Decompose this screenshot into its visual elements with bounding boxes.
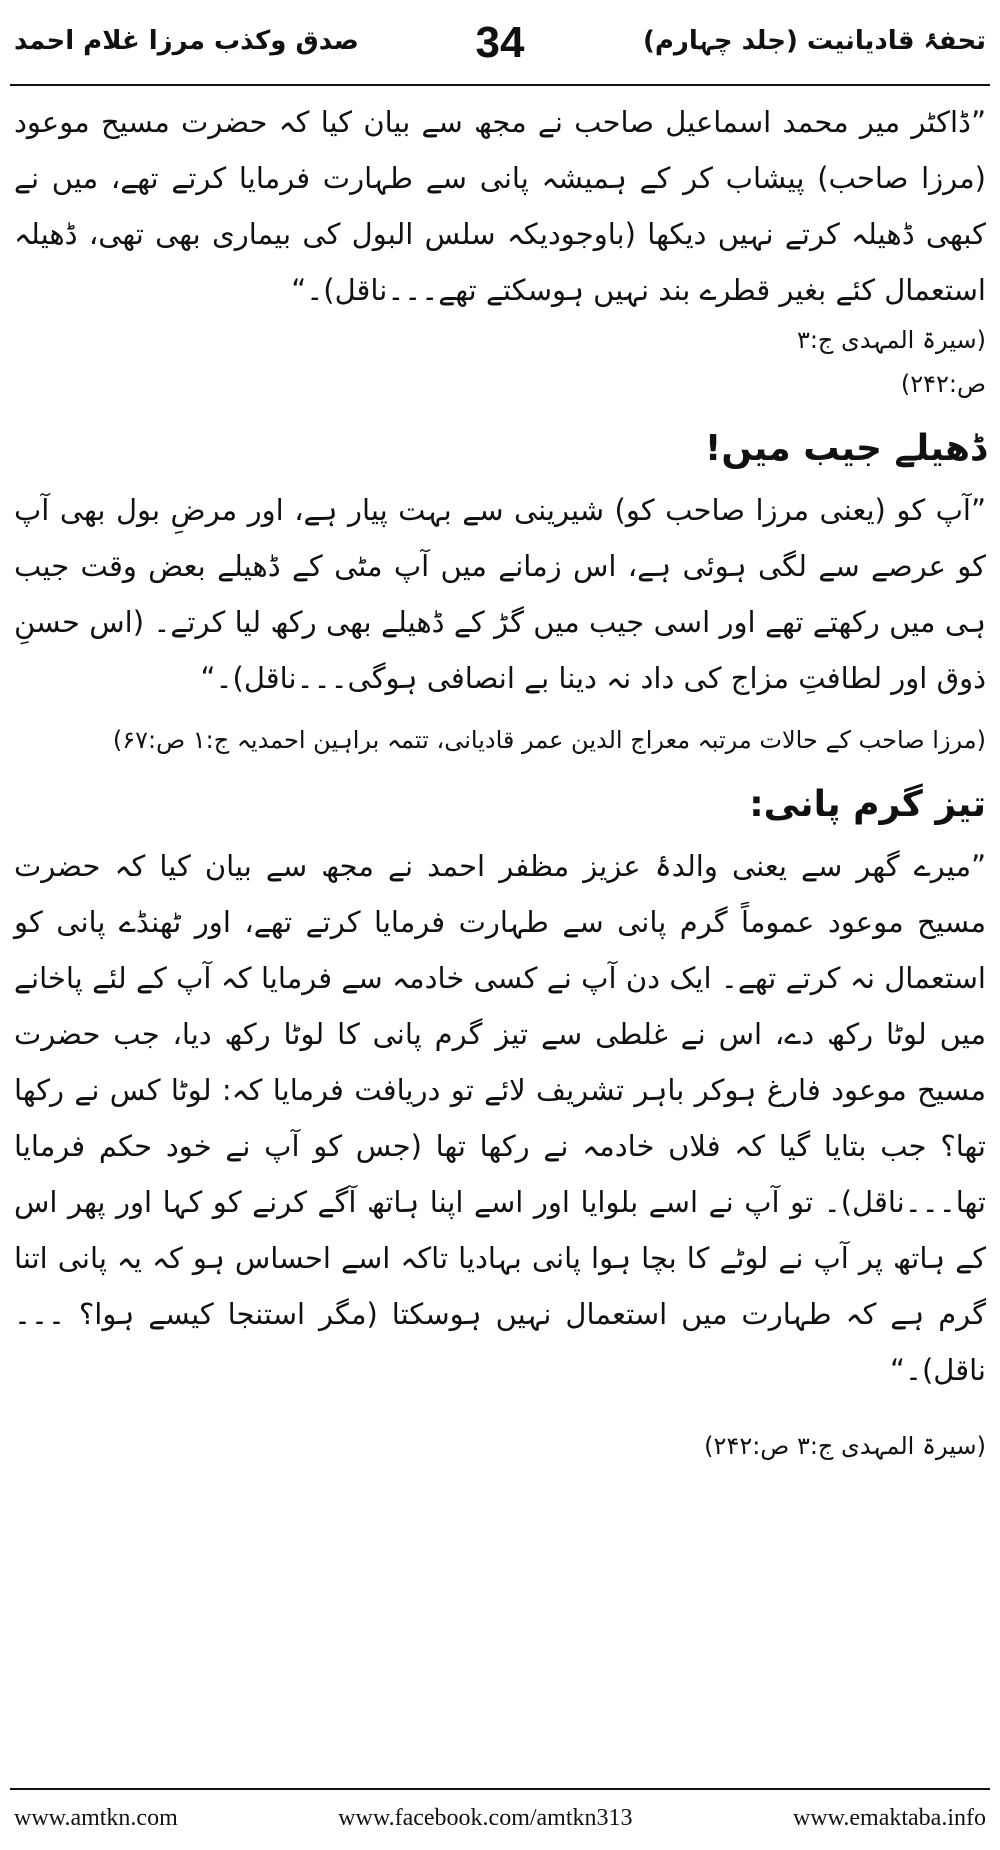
page-header [14,18,986,80]
quote-paragraph-1: ”ڈاکٹر میر محمد اسماعیل صاحب نے مجھ سے بیان کیا کہ حضرت مسیح موعود (مرزا صاحب) پیشاب کر کے ہمیشہ پانی سے طہارت فرمایا کرتے تھے، میں نے کبھی ڈھیلہ کرتے نہیں دیکھا (باوجودیکہ سلس البول کی بیماری بھی تھی، ڈھیلہ استعمال کئے بغیر قطرے بند نہیں ہوسکتے تھے۔۔۔ناقل)۔“ [14,105,986,307]
reference-3: (سیرۃ المہدی ج:۳ ص:۲۴۲) [704,1432,986,1460]
footer-link-emaktaba[interactable]: www.emaktaba.info [792,1804,986,1831]
section-heading-hot-water: تیز گرم پانی: [749,784,986,825]
section-heading-pockets: ڈھیلے جیب میں! [704,428,986,469]
reference-1-part-a: (سیرۃ المہدی ج:۳ [796,326,986,354]
header-divider [10,84,990,86]
page-number: 34 [475,18,525,67]
chapter-title: صدق وکذب مرزا غلام احمد [14,26,359,56]
reference-2: (مرزا صاحب کے حالات مرتبہ معراج الدین عمر قادیانی، تتمہ براہین احمدیہ ج:۱ ص:۶۷) [112,726,986,754]
book-title: تحفۂ قادیانیت (جلد چہارم) [642,26,986,56]
reference-1-part-b: ص:۲۴۲) [900,370,986,398]
page-footer [14,1800,986,1836]
quote-paragraph-2: ”آپ کو (یعنی مرزا صاحب کو) شیرینی سے بہت پیار ہے، اور مرضِ بول بھی آپ کو عرصے سے لگی ہوئی ہے، اس زمانے میں آپ مٹی کے ڈھیلے بعض وقت جیب ہی میں رکھتے تھے اور اسی جیب میں گڑ کے ڈھیلے بھی رکھ لیا کرتے۔ (اس حسنِ ذوق اور لطافتِ مزاج کی داد نہ دینا بے انصافی ہوگی۔۔۔ناقل)۔“ [14,493,986,695]
footer-divider [10,1788,990,1790]
footer-link-amtkn[interactable]: www.amtkn.com [14,1804,178,1831]
reference-1 [14,318,986,406]
footer-link-facebook[interactable]: www.facebook.com/amtkn313 [338,1804,633,1831]
quote-paragraph-3: ”میرے گھر سے یعنی والدۂ عزیز مظفر احمد نے مجھ سے بیان کیا کہ حضرت مسیح موعود عموماً گرم پانی سے طہارت فرمایا کرتے تھے، اور ٹھنڈے پانی کو استعمال نہ کرتے تھے۔ ایک دن آپ نے کسی خادمہ سے فرمایا کہ آپ کے لئے پاخانے میں لوٹا رکھ دے، اس نے غلطی سے تیز گرم پانی کا لوٹا رکھ دیا، جب حضرت مسیح موعود فارغ ہوکر باہر تشریف لائے تو دریافت فرمایا کہ: لوٹا کس نے رکھا تھا؟ جب بتایا گیا کہ فلاں خادمہ نے رکھا تھا (جس کو آپ نے خود حکم فرمایا تھا۔۔۔ناقل)۔ تو آپ نے اسے بلوایا اور اسے اپنا ہاتھ آگے کرنے کو کہا اور پھر اس کے ہاتھ پر آپ نے لوٹے کا بچا ہوا پانی بہادیا تاکہ اسے احساس ہو کہ یہ پانی اتنا گرم ہے کہ طہارت میں استعمال نہیں ہوسکتا (مگر استنجا کیسے ہوا؟ ۔۔۔ناقل)۔“ [14,849,986,1387]
page-content [14,94,986,1468]
